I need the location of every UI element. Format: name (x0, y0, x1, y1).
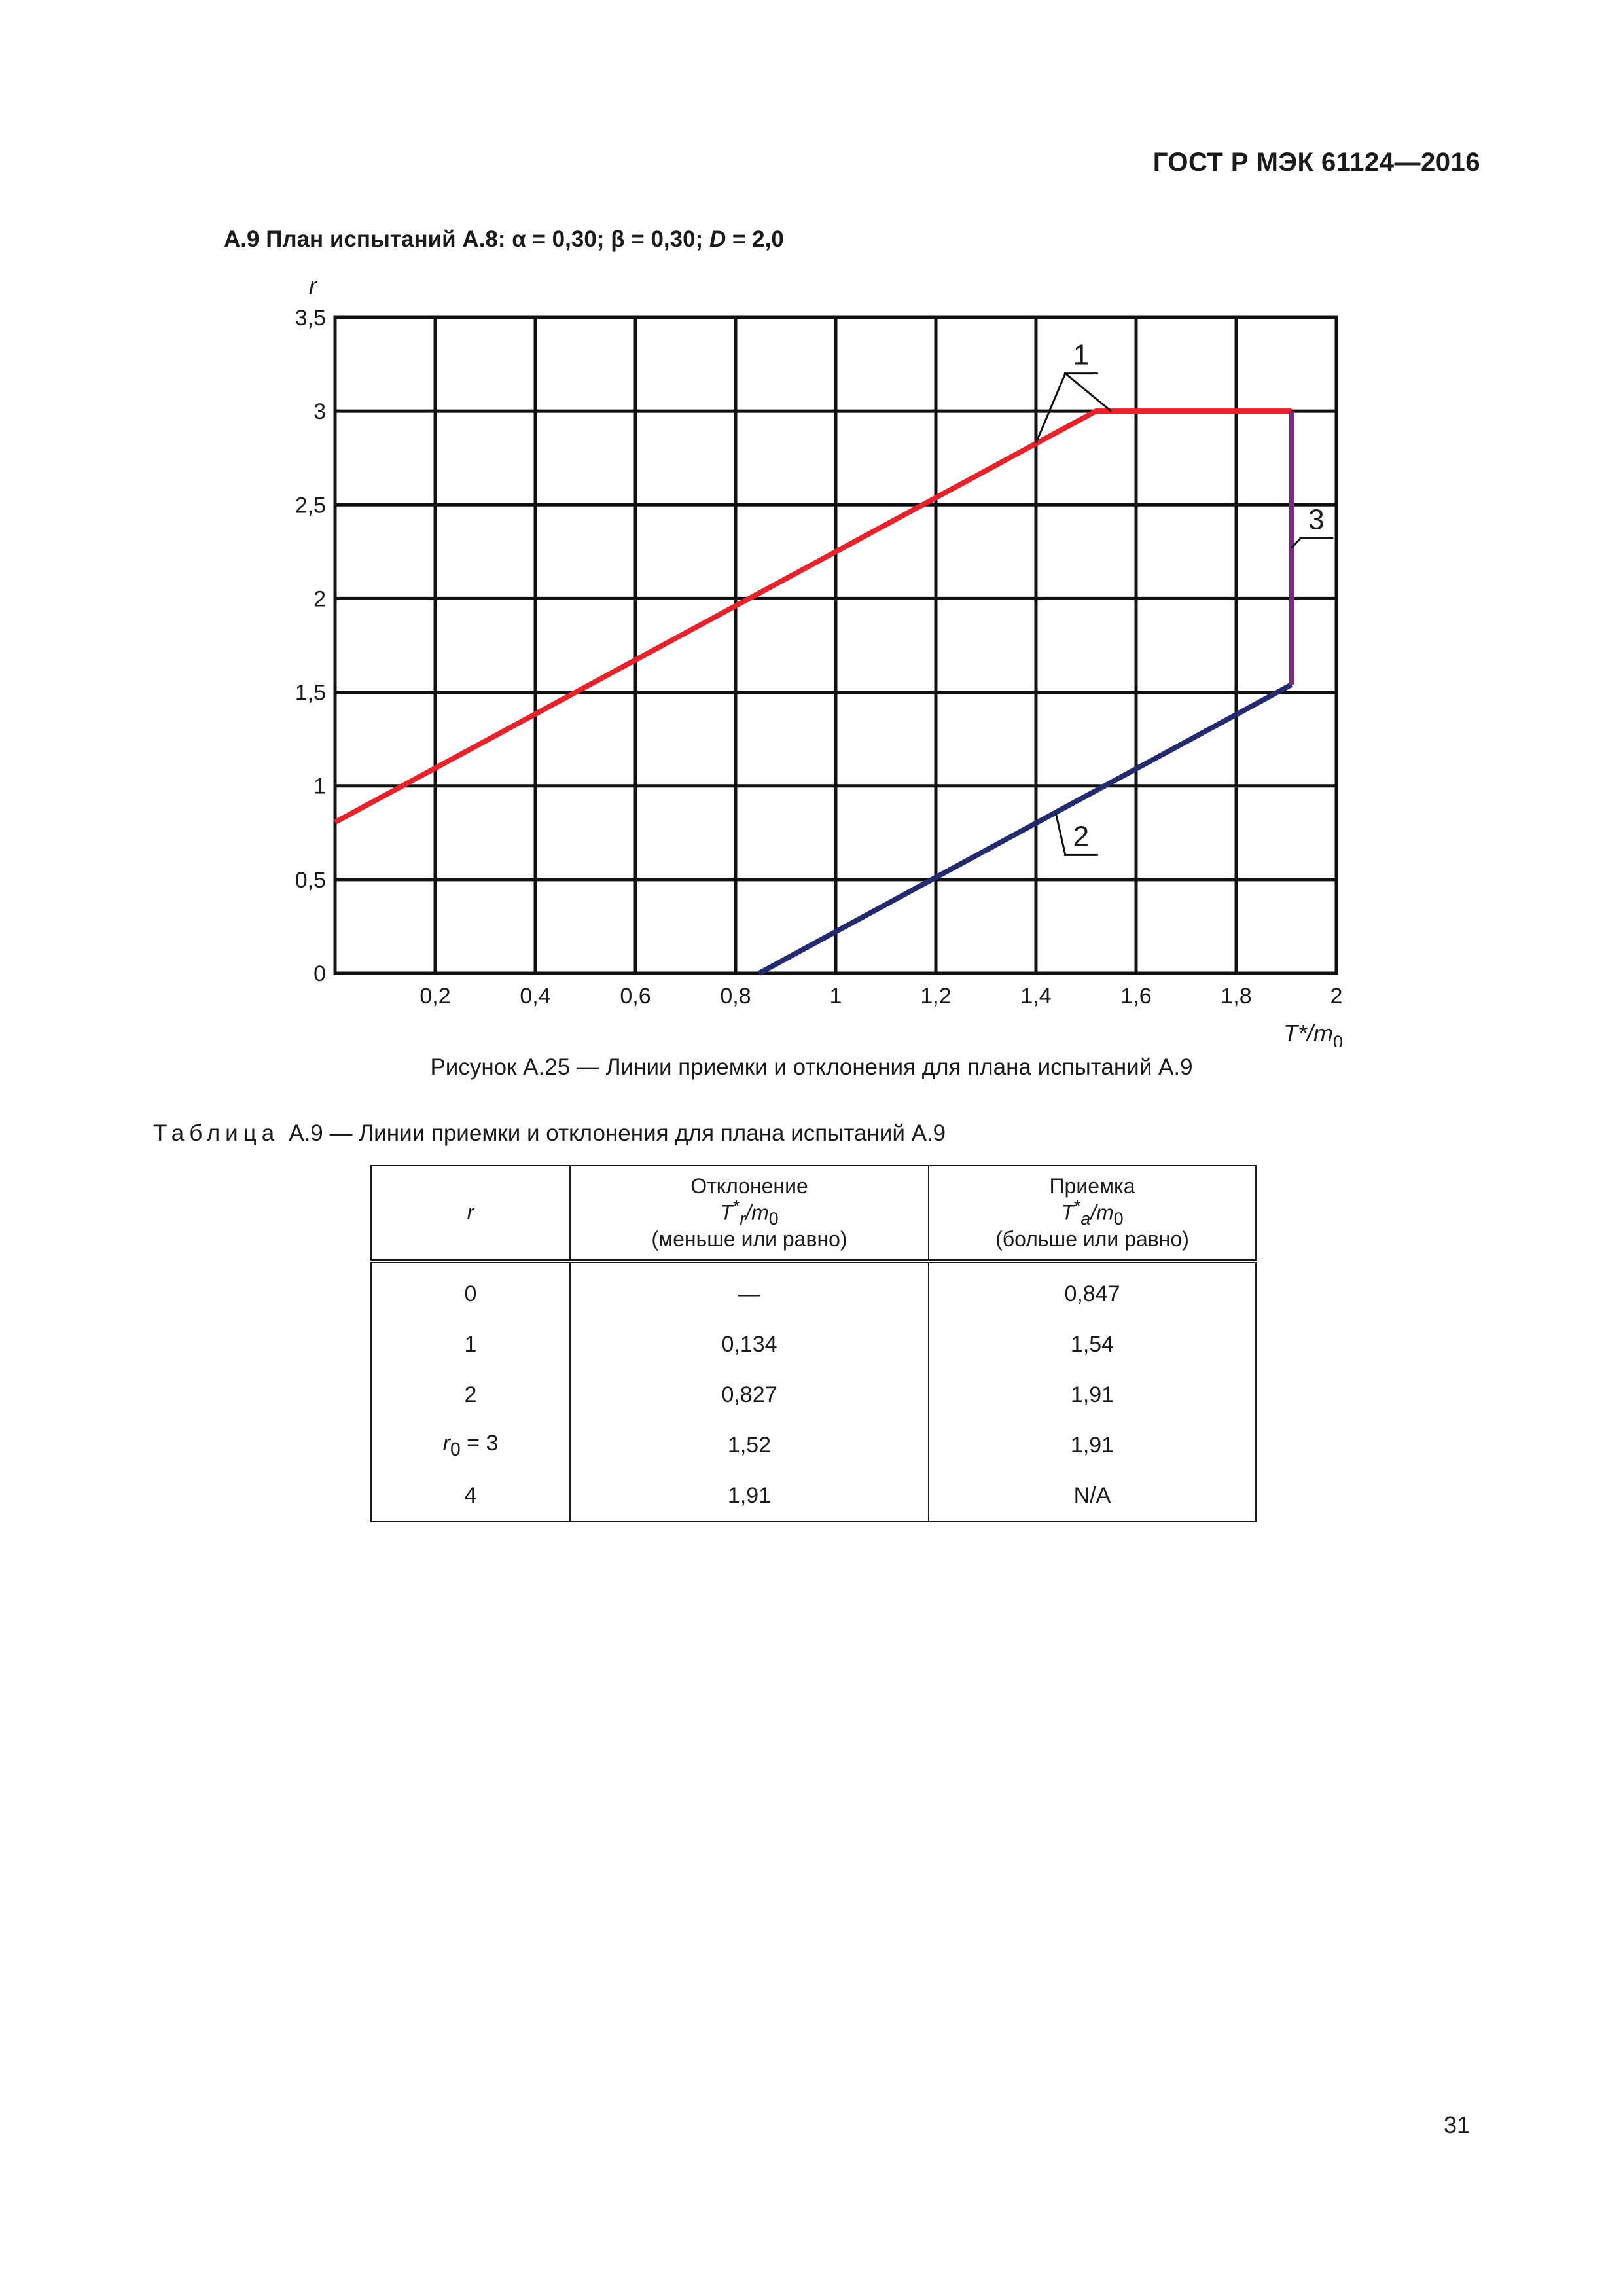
cell-rejection: 0,134 (570, 1319, 929, 1370)
x-tick-label: 0,2 (419, 984, 451, 1009)
y-tick-label: 2 (313, 586, 326, 612)
cell-rejection: 1,91 (570, 1471, 929, 1522)
figure-caption: Рисунок А.25 — Линии приемки и отклонения для плана испытаний А.9 (430, 1054, 1193, 1080)
annotation-leader (1065, 374, 1111, 412)
table-row (371, 1370, 1256, 1420)
section-prefix: А.9 План испытаний А.8: (224, 226, 512, 252)
header-acceptance-label: Приемка (1049, 1174, 1135, 1198)
table-title (153, 1121, 946, 1147)
y-tick-label: 2,5 (294, 493, 326, 518)
annotation-label: 3 (1308, 503, 1325, 536)
header-r: r (371, 1166, 570, 1261)
table-title-text: А.9 — Линии приемки и отклонения для плана испытаний А.9 (289, 1121, 946, 1146)
header-acceptance-note: (больше или равно) (995, 1227, 1189, 1251)
alpha-param: α = 0,30 (512, 226, 597, 252)
header-rejection (570, 1166, 929, 1261)
x-tick-label: 0,4 (520, 984, 551, 1009)
separator: ; (596, 226, 611, 252)
annotation-leader (1056, 814, 1065, 855)
cell-rejection: — (570, 1261, 929, 1319)
y-tick-label: 0 (313, 961, 326, 986)
cell-acceptance: N/A (929, 1471, 1256, 1522)
header-rejection-label: Отклонение (690, 1174, 808, 1198)
x-tick-label: 0,6 (620, 984, 651, 1009)
y-tick-label: 0,5 (294, 867, 326, 893)
x-tick-label: 1,2 (920, 984, 952, 1009)
cell-r: 0 (371, 1261, 570, 1319)
header-acceptance-symbol: $T^*_a/m_0$ (1061, 1196, 1124, 1229)
cell-r: 1 (371, 1319, 570, 1370)
y-tick-label: 3 (313, 399, 326, 425)
acceptance-rejection-chart (0, 0, 1623, 1047)
table-row (371, 1319, 1256, 1370)
header-rejection-note: (меньше или равно) (651, 1227, 847, 1251)
cell-acceptance: 0,847 (929, 1261, 1256, 1319)
cell-r: 4 (371, 1471, 570, 1522)
acceptance-rejection-table (370, 1165, 1257, 1522)
cell-acceptance: 1,54 (929, 1319, 1256, 1370)
table-title-label: Таблица (153, 1121, 280, 1146)
annotation-label: 2 (1073, 820, 1090, 853)
header-rejection-symbol: $T^*_r/m_0$ (720, 1196, 779, 1229)
x-tick-label: 1,4 (1020, 984, 1052, 1009)
cell-rejection: 1,52 (570, 1420, 929, 1471)
d-value: = 2,0 (726, 226, 784, 252)
table-header-row (371, 1166, 1256, 1261)
cell-r: 2 (371, 1370, 570, 1420)
x-tick-label: 1,8 (1221, 984, 1252, 1009)
table-row (371, 1471, 1256, 1522)
cell-rejection: 0,827 (570, 1370, 929, 1420)
separator: ; (695, 226, 709, 252)
table-row (371, 1420, 1256, 1471)
x-tick-label: 1,6 (1120, 984, 1152, 1009)
document-standard-id: ГОСТ Р МЭК 61124—2016 (1152, 148, 1480, 177)
cell-acceptance: 1,91 (929, 1370, 1256, 1420)
y-tick-label: 1 (313, 774, 326, 799)
x-tick-label: 2 (1330, 984, 1343, 1009)
x-tick-label: 1 (829, 984, 842, 1009)
header-acceptance (929, 1166, 1256, 1261)
y-tick-label: 3,5 (294, 306, 326, 331)
series-line-2 (759, 685, 1291, 973)
x-tick-label: 0,8 (720, 984, 751, 1009)
table-row (371, 1261, 1256, 1319)
x-axis-label: $T*/m_0$ (1283, 1020, 1343, 1047)
y-tick-label: 1,5 (294, 680, 326, 706)
cell-r: $r_0 = 3$ (371, 1420, 570, 1471)
y-axis-label: r (309, 272, 317, 299)
cell-acceptance: 1,91 (929, 1420, 1256, 1471)
beta-param: β = 0,30 (611, 226, 696, 252)
annotation-label: 1 (1073, 338, 1090, 371)
page-number: 31 (1443, 2111, 1470, 2138)
d-symbol: D (709, 226, 726, 252)
